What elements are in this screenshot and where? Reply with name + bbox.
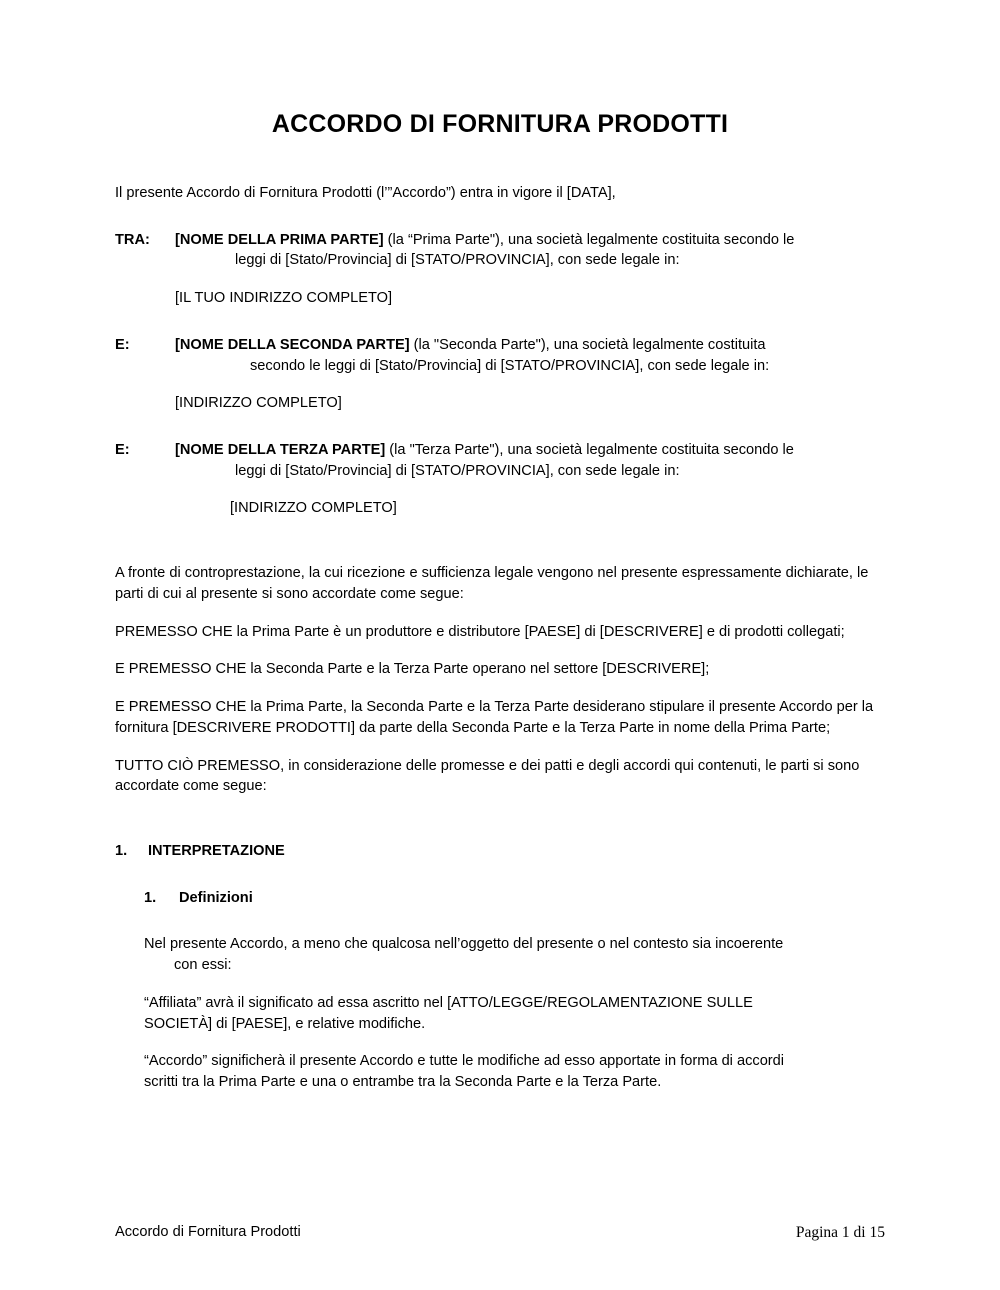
party-label: TRA: — [115, 231, 150, 248]
footer-page-number: Pagina 1 di 15 — [795, 1224, 885, 1241]
recital-whereas-1: PREMESSO CHE la Prima Parte è un produttore e distributore [PAESE] di [DESCRIVERE] e di prodotti collegati; — [115, 623, 845, 640]
definition-affiliata-line1: “Affiliata” avrà il significato ad essa ascritto nel [ATTO/LEGGE/REGOLAMENTAZIONE SULLE — [144, 994, 753, 1011]
party-address-second: [INDIRIZZO COMPLETO] — [175, 395, 342, 412]
footer-document-name: Accordo di Fornitura Prodotti — [115, 1224, 301, 1240]
party-name: [NOME DELLA SECONDA PARTE] — [175, 336, 410, 353]
party-block-first — [115, 230, 885, 271]
definition-accordo-line1: “Accordo” significherà il presente Accordo e tutte le modifiche ad esso apportate in forma di accordi — [144, 1053, 785, 1070]
party-text — [175, 230, 885, 271]
party-block-second — [115, 335, 885, 376]
subsection-number: 1. — [144, 889, 157, 906]
definitions-intro-line2: con essi: — [174, 957, 232, 974]
section-heading-1 — [115, 841, 885, 862]
page-footer — [115, 1224, 885, 1242]
party-line1: (la "Terza Parte"), una società legalmente costituita secondo le — [385, 442, 794, 459]
party-block-third — [115, 440, 885, 481]
party-name: [NOME DELLA PRIMA PARTE] — [175, 231, 384, 248]
party-label: E: — [115, 442, 130, 459]
definitions-intro — [115, 934, 885, 975]
party-address-first: [IL TUO INDIRIZZO COMPLETO] — [175, 290, 393, 307]
definitions-intro-line1: Nel presente Accordo, a meno che qualcosa nell’oggetto del presente o nel contesto sia incoerente — [144, 936, 784, 953]
page-title: ACCORDO DI FORNITURA PRODOTTI — [271, 110, 729, 138]
definition-accordo-line2: scritti tra la Prima Parte e una o entrambe tra la Seconda Parte e la Terza Parte. — [144, 1073, 662, 1090]
subsection-heading-1-1 — [115, 888, 885, 909]
party-line2: leggi di [Stato/Provincia] di [STATO/PROVINCIA], con sede legale in: — [235, 462, 680, 479]
party-line1: (la "Seconda Parte"), una società legalmente costituita — [409, 336, 766, 353]
recital-now-therefore: TUTTO CIÒ PREMESSO, in considerazione delle promesse e dei patti e degli accordi qui contenuti, le parti si sono accordate come segue: — [115, 757, 860, 795]
definition-affiliata-line2: SOCIETÀ] di [PAESE], e relative modifiche. — [144, 1015, 426, 1032]
party-line1: (la “Prima Parte"), una società legalmente costituita secondo le — [383, 231, 795, 248]
party-text — [175, 335, 885, 376]
definition-affiliata — [115, 993, 885, 1034]
section-number: 1. — [115, 842, 128, 859]
recital-whereas-3: E PREMESSO CHE la Prima Parte, la Seconda Parte e la Terza Parte desiderano stipulare il presente Accordo per la fornitura [DESCRIVERE PRODOTTI] da parte della Seconda Parte e la Terza Parte in nome della Prima Parte; — [115, 699, 874, 736]
section-title: INTERPRETAZIONE — [148, 842, 285, 859]
party-text — [175, 440, 885, 481]
recital-consideration: A fronte di controprestazione, la cui ricezione e sufficienza legale vengono nel presente espressamente dichiarate, le parti di cui al presente si sono accordate come segue: — [115, 565, 869, 602]
party-line2: secondo le leggi di [Stato/Provincia] di [STATO/PROVINCIA], con sede legale in: — [250, 357, 770, 374]
definition-accordo — [115, 1051, 885, 1092]
intro-paragraph: Il presente Accordo di Fornitura Prodotti (l’”Accordo”) entra in vigore il [DATA], — [115, 185, 616, 201]
subsection-title: Definizioni — [179, 889, 253, 906]
party-name: [NOME DELLA TERZA PARTE] — [175, 442, 386, 459]
party-address-third: [INDIRIZZO COMPLETO] — [230, 500, 397, 517]
party-line2: leggi di [Stato/Provincia] di [STATO/PROVINCIA], con sede legale in: — [235, 252, 680, 269]
party-label: E: — [115, 336, 130, 353]
recital-whereas-2: E PREMESSO CHE la Seconda Parte e la Terza Parte operano nel settore [DESCRIVERE]; — [115, 661, 710, 678]
